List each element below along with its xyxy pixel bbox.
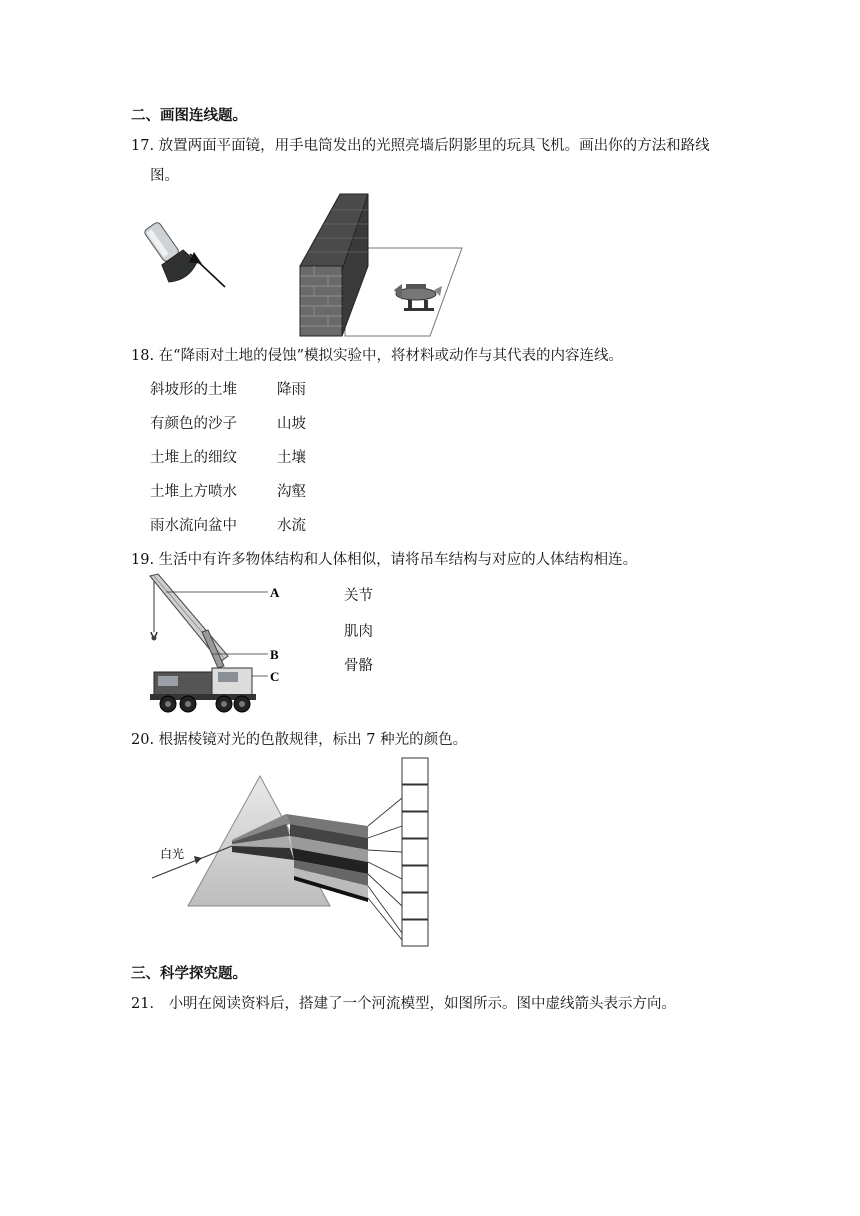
- right-item: 土壤: [277, 450, 306, 466]
- question-number: 19.: [131, 552, 155, 568]
- flashlight-wall-airplane-figure: [140, 190, 480, 340]
- label-a: A: [270, 585, 280, 600]
- question-17-continuation: 图。: [150, 168, 179, 184]
- left-item: 雨水流向盆中: [150, 518, 237, 534]
- question-text: 放置两面平面镜，用手电筒发出的光照亮墙后阴影里的玩具飞机。画出你的方法和路线: [158, 138, 710, 154]
- right-item: 山坡: [277, 416, 306, 432]
- question-text: 生活中有许多物体结构和人体相似，请将吊车结构与对应的人体结构相连。: [158, 552, 638, 568]
- body-structure-item: 肌肉: [344, 624, 373, 640]
- left-item: 斜坡形的土堆: [150, 382, 237, 398]
- question-number: 21．: [131, 996, 164, 1012]
- flashlight-icon: [140, 217, 200, 286]
- question-21: [131, 992, 676, 1013]
- right-item: 沟壑: [277, 484, 306, 500]
- question-number: 20.: [131, 732, 155, 748]
- question-17: [131, 134, 710, 155]
- right-item: 水流: [277, 518, 306, 534]
- body-structure-item: 关节: [344, 588, 373, 604]
- question-18: [131, 344, 623, 365]
- label-b: B: [270, 647, 279, 662]
- color-answer-boxes: [402, 758, 428, 946]
- section-heading: 三、科学探究题。: [131, 966, 247, 982]
- question-text: 根据棱镜对光的色散规律，标出 7 种光的颜色。: [158, 732, 468, 748]
- question-number: 17.: [131, 138, 155, 154]
- right-item: 降雨: [277, 382, 306, 398]
- left-item: 土堆上的细纹: [150, 450, 237, 466]
- left-item: 有颜色的沙子: [150, 416, 237, 432]
- question-text: 在“降雨对土地的侵蚀”模拟实验中，将材料或动作与其代表的内容连线。: [158, 348, 623, 364]
- white-light-label: 白光: [160, 847, 185, 861]
- left-item: 土堆上方喷水: [150, 484, 237, 500]
- label-c: C: [270, 669, 280, 684]
- body-structure-item: 骨骼: [344, 658, 373, 674]
- question-19: [131, 548, 637, 569]
- crane-truck-figure: [140, 572, 300, 718]
- question-text: 小明在阅读资料后，搭建了一个河流模型，如图所示。图中虚线箭头表示方向。: [168, 996, 677, 1012]
- section-heading: 二、画图连线题。: [131, 108, 247, 124]
- question-number: 18.: [131, 348, 155, 364]
- question-20: [131, 728, 467, 749]
- prism-dispersion-figure: [148, 752, 438, 952]
